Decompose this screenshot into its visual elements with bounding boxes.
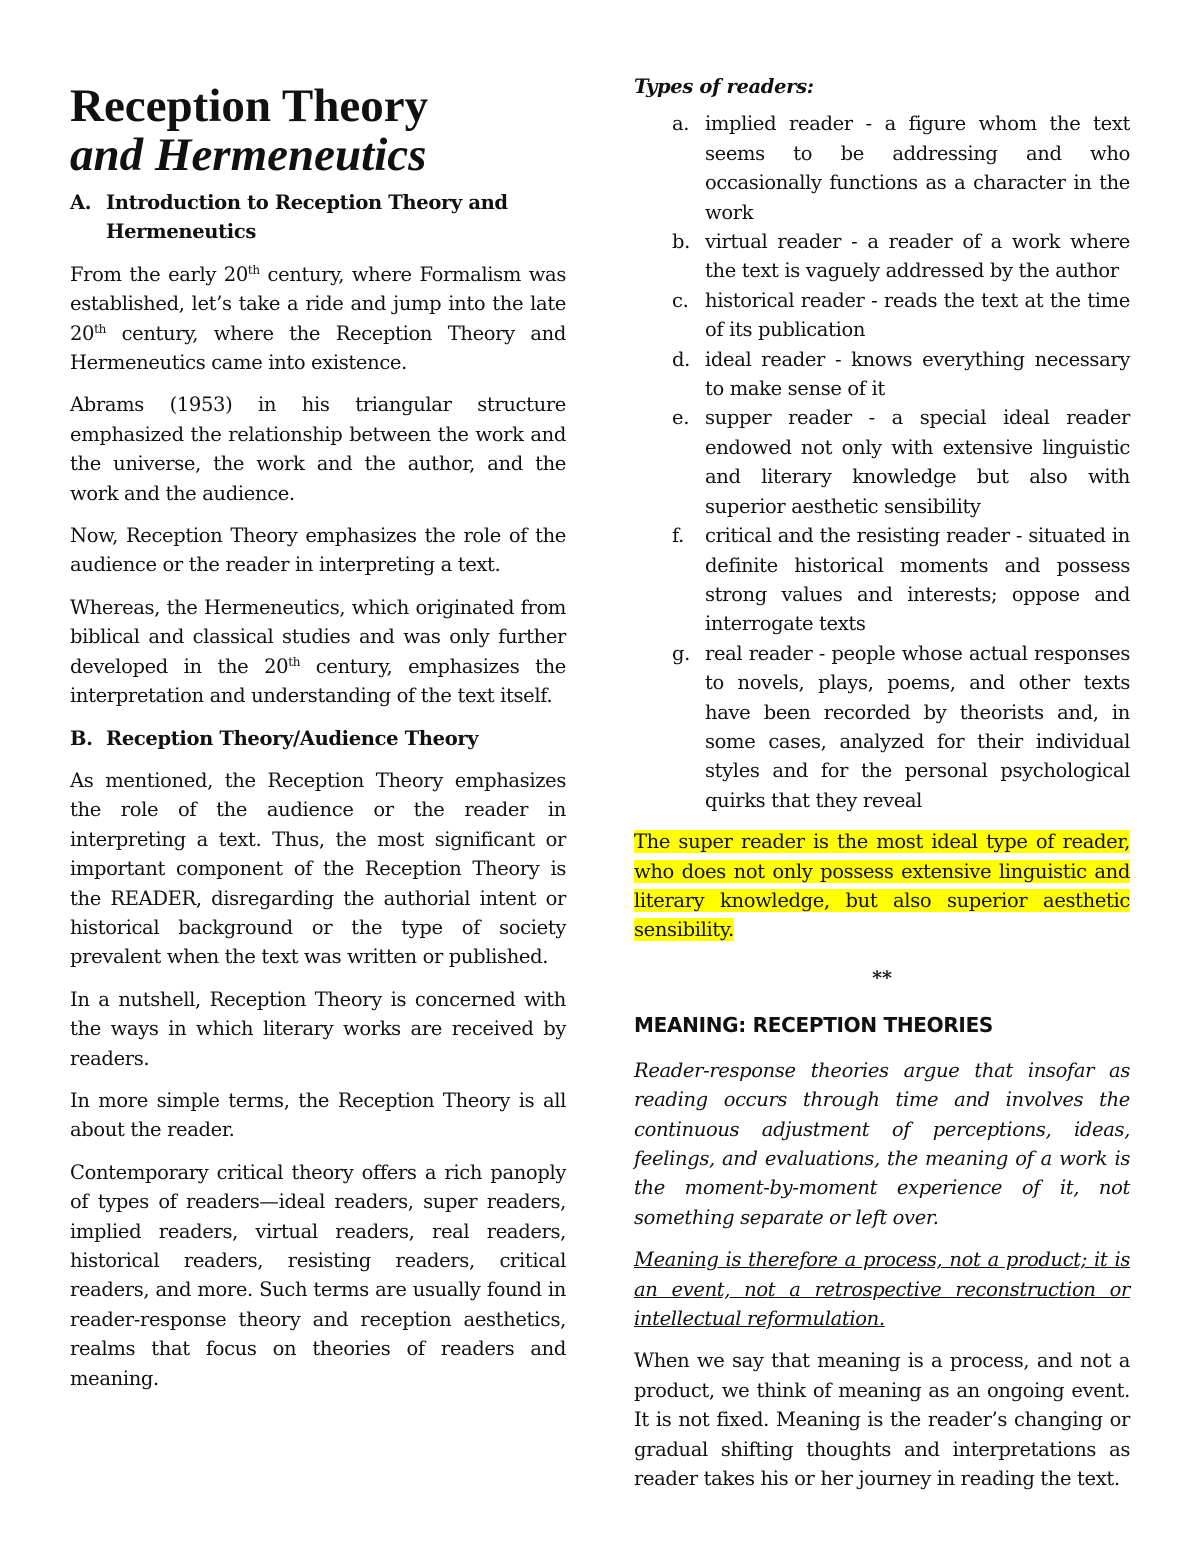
- list-item-text: virtual reader - a reader of a work where the text is vaguely addressed by the author: [705, 230, 1130, 283]
- list-item: [634, 345, 1130, 404]
- list-marker: e.: [672, 406, 690, 430]
- list-marker: b.: [672, 230, 690, 254]
- superscript: th: [247, 262, 260, 277]
- highlighted-note: [634, 827, 1130, 945]
- list-item-text: implied reader - a figure whom the text seems to be addressing and who occasionally functions as a character in the work: [705, 112, 1130, 224]
- section-a-paragraph-1: [70, 260, 566, 378]
- list-marker: g.: [672, 641, 690, 665]
- list-marker: d.: [672, 347, 690, 371]
- list-item-text: critical and the resisting reader - situated in definite historical moments and possess strong values and interests; oppose and interrogate texts: [705, 524, 1130, 636]
- text-run: From the early 20: [70, 262, 248, 286]
- list-item-text: historical reader - reads the text at the time of its publication: [705, 288, 1130, 342]
- list-item: [634, 109, 1130, 227]
- section-b-number: B.: [70, 726, 93, 750]
- superscript: th: [288, 654, 301, 669]
- list-item: [634, 639, 1130, 815]
- list-item: [634, 521, 1130, 639]
- readers-list: [634, 109, 1130, 815]
- list-marker: f.: [672, 524, 685, 548]
- section-a-paragraph-2: Abrams (1953) in his triangular structure emphasized the relationship between the work and the universe, the work and the author, and the work and the audience.: [70, 393, 566, 505]
- types-of-readers-title: Types of readers:: [634, 75, 814, 98]
- highlight-text: The super reader is the most ideal type of reader, who does not only possess extensive linguistic and literary knowledge, but also superior aesthetic sensibility.: [634, 830, 1130, 942]
- section-b-title: Reception Theory/Audience Theory: [106, 726, 479, 750]
- section-b-heading: [70, 724, 566, 753]
- list-item: [634, 286, 1130, 345]
- page-title: [70, 82, 566, 180]
- section-b-paragraph-1: As mentioned, the Reception Theory emphasizes the role of the audience or the reader in interpreting a text. Thus, the most significant or important component of the Reception Theory is the READER, disregarding the authorial intent or historical background or the type of society prevalent when the text was written or published.: [70, 768, 566, 969]
- text-run: century, where the Reception Theory and Hermeneutics came into existence.: [70, 321, 566, 375]
- section-a-paragraph-4: [70, 593, 566, 711]
- title-line-1: Reception Theory: [70, 80, 429, 132]
- right-column: [634, 70, 1130, 1506]
- text-run: Whereas, the Hermeneutics, which originated from biblical and classical studies and was only further developed in the 20: [70, 595, 566, 678]
- section-a-heading: [70, 188, 566, 247]
- section-a-title: Introduction to Reception Theory and Hermeneutics: [106, 191, 508, 244]
- meaning-heading: MEANING: RECEPTION THEORIES: [634, 1012, 994, 1037]
- superscript: th: [94, 321, 106, 336]
- meaning-paragraph-1: Reader-response theories argue that insofar as reading occurs through time and involves the continuous adjustment of perceptions, ideas, feelings, and evaluations, the meaning of a work is the moment-by-moment experience of it, not something separate or left over.: [634, 1058, 1130, 1229]
- section-separator: **: [872, 966, 892, 989]
- list-item: [634, 227, 1130, 286]
- left-column: [70, 70, 566, 1406]
- section-b-paragraph-2: In a nutshell, Reception Theory is concerned with the ways in which literary works are received by readers.: [70, 987, 566, 1070]
- title-line-2: and Hermeneutics: [70, 129, 427, 181]
- section-a-paragraph-3: Now, Reception Theory emphasizes the role of the audience or the reader in interpreting a text.: [70, 524, 566, 577]
- meaning-paragraph-2: Meaning is therefore a process, not a product; it is an event, not a retrospective reconstruction or intellectual reformulation.: [634, 1248, 1130, 1331]
- list-item-text: real reader - people whose actual responses to novels, plays, poems, and other texts have been recorded by theorists and, in some cases, analyzed for their individual styles and for the personal psychological quirks that they reveal: [705, 641, 1130, 812]
- text-run: century, emphasizes the interpretation and understanding of the text itself.: [70, 654, 566, 708]
- list-marker: a.: [672, 112, 690, 136]
- section-b-paragraph-4: Contemporary critical theory offers a rich panoply of types of readers—ideal readers, super readers, implied readers, virtual readers, real readers, historical readers, resisting readers, critical readers, and more. Such terms are usually found in reader-response theory and reception aesthetics, realms that focus on theories of readers and meaning.: [70, 1160, 566, 1390]
- list-marker: c.: [672, 288, 689, 312]
- list-item-text: ideal reader - knows everything necessary to make sense of it: [705, 347, 1130, 401]
- text-run: century, where Formalism was established, let’s take a ride and jump into the late 20: [70, 262, 566, 345]
- meaning-paragraph-3: When we say that meaning is a process, and not a product, we think of meaning as an ongoing event. It is not fixed. Meaning is the reader’s changing or gradual shifting thoughts and interpretations as reader takes his or her journey in reading the text.: [634, 1349, 1130, 1491]
- section-b-paragraph-3: In more simple terms, the Reception Theory is all about the reader.: [70, 1088, 566, 1142]
- section-a-number: A.: [70, 191, 92, 214]
- list-item: [634, 403, 1130, 521]
- list-item-text: supper reader - a special ideal reader endowed not only with extensive linguistic and literary knowledge but also with superior aesthetic sensibility: [705, 406, 1130, 518]
